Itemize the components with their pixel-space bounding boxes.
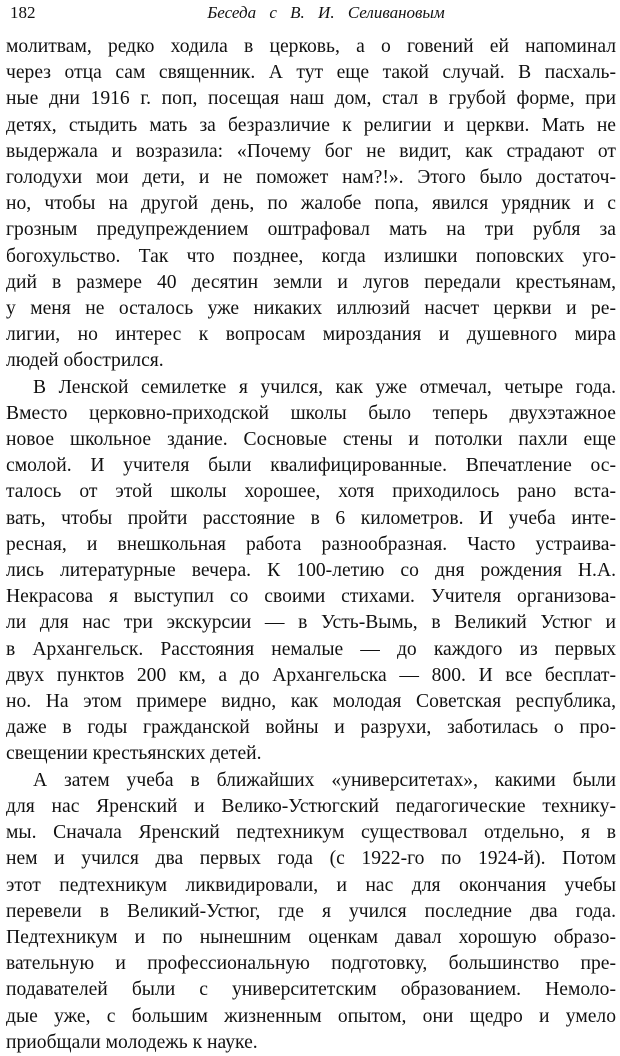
- text-line: через отца сам священник. А тут еще такой случай. В пасхаль-: [6, 62, 616, 84]
- text-line: грозным предупреждением оштрафовал мать на три рубля за: [6, 219, 616, 241]
- text-line: у меня не осталось уже никаких иллюзий насчет церкви и ре-: [6, 298, 616, 320]
- text-line: людей обострился.: [6, 350, 164, 372]
- text-line: лись литературные вечера. К 100-летию со дня рождения Н.А.: [6, 560, 616, 582]
- text-line: лигии, но интерес к вопросам мироздания и душевного мира: [6, 324, 616, 346]
- text-line: для нас Яренский и Велико-Устюгский педагогические техникy-: [6, 795, 616, 817]
- text-line: Педтехникум и по нынешним оценкам давал хорошую образо-: [6, 926, 616, 948]
- running-title: Беседа с В. И. Селивановым: [207, 3, 445, 22]
- text-line: талось от этой школы хорошее, хотя приходилось рано вста-: [6, 481, 616, 503]
- text-line: Некрасова я выступил со своими стихами. Учителя организова-: [6, 586, 616, 608]
- text-line: вать, чтобы пройти расстояние в 6 километров. И учеба инте-: [6, 507, 616, 529]
- text-line: ресная, и внешкольная работа разнообразная. Часто устраива-: [6, 533, 616, 555]
- text-line: но, чтобы на другой день, по жалобе попа, явился урядник и с: [6, 193, 616, 215]
- text-line: богохульство. Так что позднее, когда излишки поповских уго-: [6, 245, 616, 267]
- paragraph: [6, 375, 616, 768]
- text-line: этот педтехникум ликвидировали, и нас для окончания учебы: [6, 874, 616, 896]
- text-line: голодухи мои дети, и не поможет нам?!». Этого было достаточ-: [6, 167, 616, 189]
- text-line: В Ленской семилетке я учился, как уже отмечал, четыре года.: [33, 376, 616, 398]
- text-line: А затем учеба в ближайших «университетах», какими были: [33, 769, 616, 791]
- text-line: нем и учился два первых года (с 1922-го по 1924-й). Потом: [6, 848, 616, 870]
- paragraph: [6, 34, 616, 375]
- text-line: даже в годы гражданской войны и разрухи, заботилась о про-: [6, 717, 616, 739]
- text-line: вательную и профессиональную подготовку, большинство пре-: [6, 953, 616, 975]
- text-line: молитвам, редко ходила в церковь, а о говений ей напоминал: [6, 36, 616, 57]
- text-line: свещении крестьянских детей.: [6, 743, 262, 765]
- text-line: ли для нас три экскурсии — в Усть-Вымь, в Великий Устюг и: [6, 612, 616, 634]
- text-line: в Архангельск. Расстояния немалые — до каждого из первых: [6, 638, 616, 660]
- text-line: смолой. И учителя были квалифицированные. Впечатление ос-: [6, 455, 616, 477]
- text-line: выдержала и возразила: «Почему бог не видит, как страдают от: [6, 140, 616, 162]
- text-line: дий в размере 40 десятин земли и лугов передали крестьянам,: [6, 271, 616, 293]
- text-line: подавателей были с университетским образованием. Немоло-: [6, 979, 616, 1001]
- text-line: двух пунктов 200 км, а до Архангельска — 800. И все бесплат-: [6, 664, 616, 686]
- text-line: детях, стыдить мать за безразличие к религии и церкви. Мать не: [6, 114, 616, 136]
- body-text: [6, 34, 616, 1056]
- text-line: Вместо церковно-приходской школы было теперь двухэтажное: [6, 402, 616, 424]
- text-line: мы. Сначала Яренский педтехникум существовал отдельно, я в: [6, 822, 616, 844]
- text-line: ные дни 1916 г. поп, посещая наш дом, стал в грубой форме, при: [6, 88, 616, 110]
- text-line: перевели в Великий-Устюг, где я учился последние два года.: [6, 900, 616, 922]
- text-line: дые уже, с большим жизненным опытом, они щедро и умело: [6, 1005, 616, 1027]
- text-line: но. На этом примере видно, как молодая Советская республика,: [6, 691, 616, 713]
- page-number: 182: [10, 3, 36, 22]
- text-line: новое школьное здание. Сосновые стены и потолки пахли еще: [6, 429, 616, 451]
- text-line: приобщали молодежь к науке.: [6, 1031, 258, 1053]
- page-header: [6, 0, 616, 34]
- paragraph: [6, 768, 616, 1056]
